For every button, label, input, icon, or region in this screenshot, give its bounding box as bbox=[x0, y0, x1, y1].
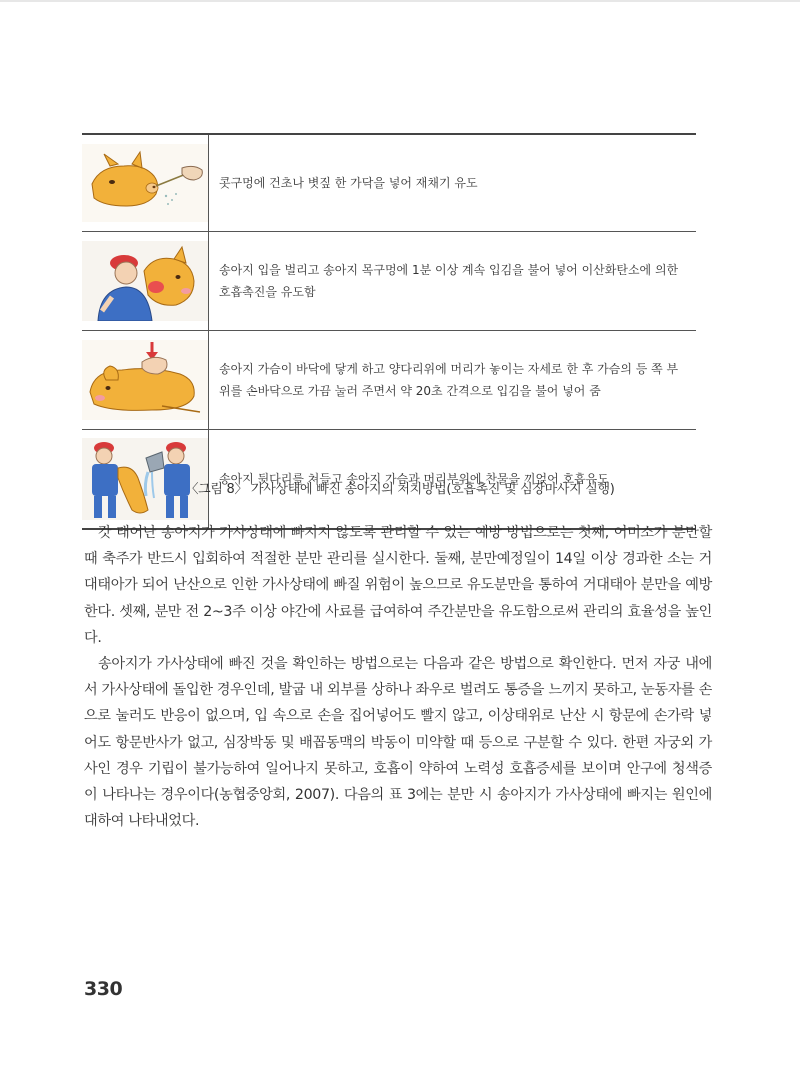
calf-head-straw-nostril-illustration bbox=[82, 144, 208, 222]
figure-caption: 〈그림 8〉 가사상태에 빠진 송아지의 처치방법(호흡촉진 및 심장마사지 실행) bbox=[185, 482, 615, 497]
table-row bbox=[82, 331, 696, 430]
calf-chest-press-illustration bbox=[82, 340, 208, 420]
step-text: 송아지 가슴이 바닥에 닿게 하고 양다리위에 머리가 놓이는 자세로 한 후 가슴의 등 쪽 부위를 손바닥으로 가끔 눌러 주면서 약 20초 간격으로 입김을 불어 넣어 줌 bbox=[209, 331, 697, 430]
illustration-cell bbox=[82, 331, 209, 430]
paragraph: 송아지가 가사상태에 빠진 것을 확인하는 방법으로는 다음과 같은 방법으로 확인한다. 먼저 자궁 내에서 가사상태에 돌입한 경우인데, 발굽 내 외부를 상하나 좌우로 벌려도 통증을 느끼지 못하고, 눈동자를 손으로 눌러도 반응이 없으며, 입 속으로 손을 집어넣어도 빨지 않고, 이상태위로 난산 시 항문에 손가락 넣어도 항문반사가 없고, 심장박동 및 배꼽동맥의 박동이 미약할 때 등으로 구분할 수 있다. 한편 자궁외 가사인 경우 기립이 불가능하여 일어나지 못하고, 호흡이 약하여 노력성 호흡증세를 보이며 안구에 청색증이 나타나는 경우이다(농협중앙회, 2007). 다음의 표 3에는 분만 시 송아지가 가사상태에 빠지는 원인에 대하여 나타내었다. bbox=[84, 656, 712, 830]
illustration-cell bbox=[82, 134, 209, 232]
paragraph: 갓 태어난 송아지가 가사상태에 빠지지 않도록 관리할 수 있는 예방 방법으로는 첫째, 어미소가 분만할 때 축주가 반드시 입회하여 적절한 분만 관리를 실시한다. 둘째, 분만예정일이 14일 이상 경과한 소는 거대태아가 되어 난산으로 인한 가사상태에 빠질 위험이 높으므로 유도분만을 통하여 거대태아 분만을 예방한다. 셋째, 분만 전 2~3주 이상 야간에 사료를 급여하여 주간분만을 유도함으로써 관리의 효율성을 높인다. bbox=[84, 525, 712, 646]
page-number: 330 bbox=[84, 978, 123, 1000]
table-row bbox=[82, 232, 696, 331]
person-breathing-into-calf-illustration bbox=[82, 241, 208, 321]
step-text: 송아지 뒷다리를 쳐들고 송아지 가슴과 머리부위에 찬물을 끼얹어 호흡유도 bbox=[209, 430, 697, 530]
page-top-rule bbox=[0, 0, 800, 2]
step-text: 콧구멍에 건초나 볏짚 한 가닥을 넣어 재채기 유도 bbox=[209, 134, 697, 232]
body-text bbox=[84, 520, 712, 834]
illustration-cell bbox=[82, 232, 209, 331]
table-row bbox=[82, 134, 696, 232]
treatment-steps-table bbox=[82, 133, 696, 530]
step-text: 송아지 입을 벌리고 송아지 목구멍에 1분 이상 계속 입김을 불어 넣어 이산화탄소에 의한 호흡촉진을 유도함 bbox=[209, 232, 697, 331]
